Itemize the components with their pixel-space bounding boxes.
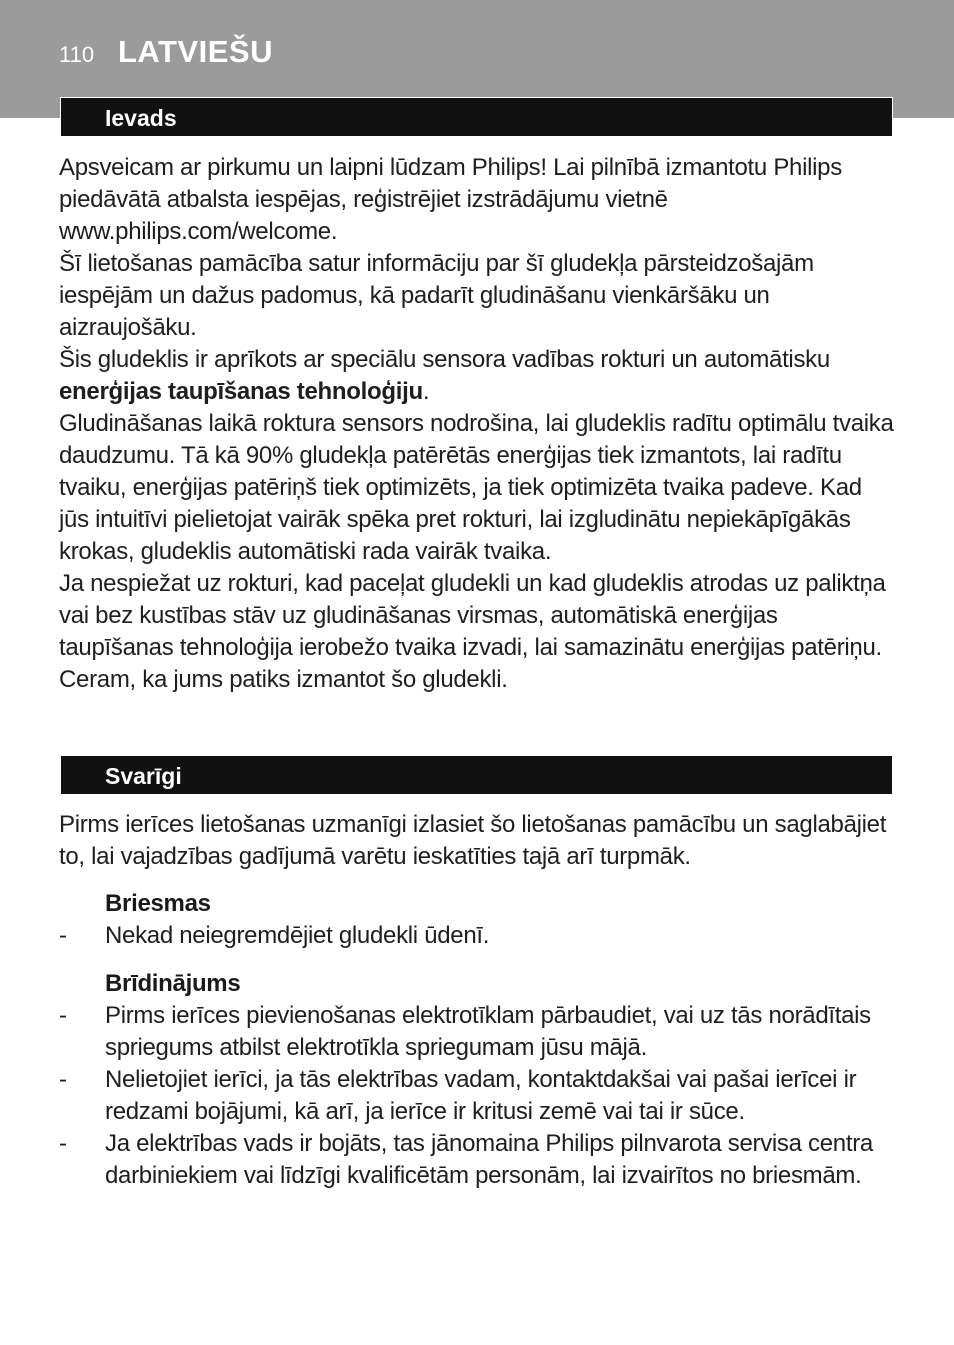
section-title-intro: Ievads: [105, 105, 177, 131]
warning-heading: Brīdinājums: [105, 970, 241, 997]
danger-heading: Briesmas: [105, 890, 211, 917]
bullet-dash: -: [59, 922, 67, 949]
important-intro: [59, 809, 894, 873]
danger-block: [59, 888, 894, 952]
intro-paragraph-1: Apsveicam ar pirkumu un laipni lūdzam Philips! Lai pilnībā izmantotu Philips piedāvātā atbalsta iespējas, reģistrējiet izstrādājumu vietnē www.philips.com/welcome.: [59, 154, 842, 245]
bullet-dash: -: [59, 1130, 67, 1157]
important-paragraph-1: Pirms ierīces lietošanas uzmanīgi izlasiet šo lietošanas pamācību un saglabājiet to, lai vajadzības gadījumā varētu ieskatīties tajā arī turpmāk.: [59, 811, 887, 870]
intro-paragraph-6: Ceram, ka jums patiks izmantot šo gludekli.: [59, 666, 508, 693]
list-item: [59, 1064, 894, 1128]
list-item: [59, 920, 894, 952]
bullet-dash: -: [59, 1066, 67, 1093]
section-header-intro: [60, 97, 893, 137]
intro-paragraph-3-end: .: [422, 378, 430, 405]
section-header-important: [60, 755, 893, 795]
intro-paragraph-3: [59, 344, 894, 408]
intro-paragraph-4: Gludināšanas laikā roktura sensors nodrošina, lai gludeklis radītu optimālu tvaika daudzumu. Tā kā 90% gludekļa patērētās enerģijas tiek izmantots, lai radītu tvaiku, enerģijas patēriņš tiek optimizēts, ja tiek optimizēta tvaika padeve. Kad jūs intuitīvi pielietojat vairāk spēka pret rokturi, lai izgludinātu nepiekāpīgākās krokas, gludeklis automātiski rada vairāk tvaika.: [59, 410, 894, 565]
intro-paragraph-2: Šī lietošanas pamācība satur informāciju par šī gludekļa pārsteidzošajām iespējām un dažus padomus, kā padarīt gludināšanu vienkāršāku un aizraujošāku.: [59, 250, 814, 341]
section-title-important: Svarīgi: [105, 763, 182, 789]
warning-item-1: Pirms ierīces pievienošanas elektrotīklam pārbaudiet, vai uz tās norādītais spriegums atbilst elektrotīkla spriegumam jūsu mājā.: [105, 1002, 871, 1061]
bullet-dash: -: [59, 1002, 67, 1029]
warning-item-3: Ja elektrības vads ir bojāts, tas jānomaina Philips pilnvarota servisa centra darbiniekiem vai līdzīgi kvalificētām personām, lai izvairītos no briesmām.: [105, 1130, 873, 1189]
intro-body: [59, 152, 894, 696]
page-number: 110: [59, 42, 95, 67]
warning-block: [59, 968, 894, 1192]
list-item: [59, 1128, 894, 1192]
intro-paragraph-3-start: Šis gludeklis ir aprīkots ar speciālu sensora vadības rokturi un automātisku: [59, 346, 830, 373]
intro-paragraph-5: Ja nespiežat uz rokturi, kad paceļat gludekli un kad gludeklis atrodas uz paliktņa vai bez kustības stāv uz gludināšanas virsmas, automātiskā enerģijas taupīšanas tehnoloģija ierobežo tvaika izvadi, lai samazinātu enerģijas patēriņu.: [59, 570, 886, 661]
warning-item-2: Nelietojiet ierīci, ja tās elektrības vadam, kontaktdakšai vai pašai ierīcei ir redzami bojājumi, kā arī, ja ierīce ir kritusi zemē vai tai ir sūce.: [105, 1066, 857, 1125]
list-item: [59, 1000, 894, 1064]
danger-item-1: Nekad neiegremdējiet gludekli ūdenī.: [105, 922, 490, 949]
intro-paragraph-3-bold: enerģijas taupīšanas tehnoloģiju: [59, 378, 423, 405]
language-title: LATVIEŠU: [118, 34, 273, 69]
